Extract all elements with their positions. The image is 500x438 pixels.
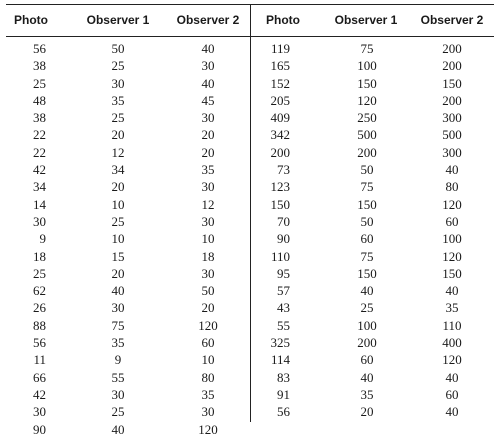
table-cell: 20: [201, 127, 215, 143]
table-cell: 18: [201, 248, 215, 264]
table-cell: 40: [111, 283, 125, 299]
table-cell: 75: [111, 317, 125, 333]
table-cell: 95: [277, 265, 290, 281]
table-cell: 30: [111, 386, 125, 402]
table-cell: 35: [111, 335, 125, 351]
table-cell: 500: [442, 127, 462, 143]
header-observer2-right: Observer 2: [420, 13, 484, 27]
table-cell: 43: [277, 300, 290, 316]
table-cell: 42: [33, 386, 46, 402]
table-cell: 9: [114, 352, 122, 368]
header-observer1-left: Observer 1: [86, 13, 150, 27]
table-cell: 10: [201, 352, 215, 368]
table-cell: 20: [201, 300, 215, 316]
table-cell: 38: [33, 110, 46, 126]
table-cell: 10: [111, 231, 125, 247]
table-cell: 60: [445, 386, 459, 402]
table-cell: 114: [270, 352, 290, 368]
table-cell: 30: [33, 213, 46, 229]
table-cell: 40: [445, 404, 459, 420]
table-cell: 40: [445, 283, 459, 299]
table-cell: 12: [201, 196, 215, 212]
table-cell: 75: [360, 248, 374, 264]
table-cell: 200: [442, 92, 462, 108]
table-cell: 56: [33, 41, 46, 56]
table-cell: 60: [201, 335, 215, 351]
table-cell: 150: [442, 265, 462, 281]
table-cell: 90: [277, 231, 290, 247]
table-cell: 40: [445, 162, 459, 178]
table-column-divider: [250, 4, 251, 422]
table-cell: 342: [270, 127, 290, 143]
table-cell: 150: [442, 75, 462, 91]
table-cell: 30: [201, 110, 215, 126]
table-cell: 35: [360, 386, 374, 402]
table-cell: 300: [442, 144, 462, 160]
header-photo-right: Photo: [266, 13, 300, 27]
table-cell: 75: [360, 41, 374, 56]
table-cell: 15: [111, 248, 125, 264]
table-cell: 10: [111, 196, 125, 212]
table-cell: 35: [445, 300, 459, 316]
table-cell: 30: [33, 404, 46, 420]
table-cell: 30: [201, 213, 215, 229]
table-cell: 150: [357, 196, 377, 212]
table-cell: 55: [111, 369, 125, 385]
table-cell: 40: [111, 421, 125, 437]
table-cell: 25: [33, 265, 46, 281]
table-cell: 30: [111, 300, 125, 316]
table-cell: 120: [357, 92, 377, 108]
table-cell: 22: [33, 127, 46, 143]
table-cell: 34: [33, 179, 46, 195]
table-cell: 150: [357, 265, 377, 281]
table-cell: 110: [270, 248, 290, 264]
table-cell: 35: [201, 162, 215, 178]
table-cell: 73: [277, 162, 290, 178]
header-observer2-left: Observer 2: [176, 13, 240, 27]
table-cell: 50: [111, 41, 125, 56]
table-cell: 50: [201, 283, 215, 299]
table-cell: 40: [201, 75, 215, 91]
table-cell: 75: [360, 179, 374, 195]
table-cell: 325: [270, 335, 290, 351]
table-cell: 150: [270, 196, 290, 212]
table-cell: 409: [270, 110, 290, 126]
table-cell: 25: [111, 110, 125, 126]
table-cell: 100: [357, 58, 377, 74]
table-cell: 25: [111, 404, 125, 420]
table-cell: 57: [277, 283, 290, 299]
table-cell: 40: [360, 369, 374, 385]
table-cell: 40: [445, 369, 459, 385]
table-cell: 123: [270, 179, 290, 195]
table-cell: 30: [201, 265, 215, 281]
table-cell: 200: [442, 58, 462, 74]
table-cell: 50: [360, 162, 374, 178]
left-photo-column: [0, 40, 46, 438]
table-cell: 60: [360, 352, 374, 368]
table-cell: 10: [201, 231, 215, 247]
table-cell: 30: [201, 179, 215, 195]
table-cell: 48: [33, 92, 46, 108]
table-cell: 11: [33, 352, 46, 368]
left-observer2-column: [188, 40, 228, 438]
table-cell: 200: [357, 335, 377, 351]
table-cell: 56: [277, 404, 290, 420]
table-cell: 165: [270, 58, 290, 74]
table-cell: 152: [270, 75, 290, 91]
table-cell: 70: [277, 213, 290, 229]
table-cell: 500: [357, 127, 377, 143]
table-cell: 62: [33, 283, 46, 299]
table-cell: 83: [277, 369, 290, 385]
table-cell: 100: [357, 317, 377, 333]
table-cell: 80: [445, 179, 459, 195]
table-cell: 60: [360, 231, 374, 247]
table-cell: 66: [33, 369, 46, 385]
table-cell: 120: [198, 317, 218, 333]
table-cell: 25: [111, 58, 125, 74]
table-cell: 20: [111, 127, 125, 143]
table-cell: 119: [270, 41, 290, 56]
table-cell: 20: [111, 179, 125, 195]
table-cell: 34: [111, 162, 125, 178]
table-cell: 300: [442, 110, 462, 126]
table-cell: 80: [201, 369, 215, 385]
table-cell: 20: [201, 144, 215, 160]
table-cell: 200: [270, 144, 290, 160]
table-cell: 200: [442, 41, 462, 56]
table-cell: 55: [277, 317, 290, 333]
table-cell: 25: [360, 300, 374, 316]
table-cell: 120: [442, 196, 462, 212]
table-cell: 35: [201, 386, 215, 402]
table-cell: 205: [270, 92, 290, 108]
table-cell: 12: [111, 144, 125, 160]
right-observer2-column: [432, 40, 472, 421]
header-photo-left: Photo: [14, 13, 48, 27]
table-cell: 35: [111, 92, 125, 108]
header-observer1-right: Observer 1: [334, 13, 398, 27]
table-cell: 400: [442, 335, 462, 351]
table-cell: 20: [111, 265, 125, 281]
table-cell: 60: [445, 213, 459, 229]
table-cell: 25: [33, 75, 46, 91]
table-cell: 120: [442, 352, 462, 368]
table-cell: 9: [39, 231, 46, 247]
table-cell: 91: [277, 386, 290, 402]
right-photo-column: [258, 40, 290, 421]
table-cell: 20: [360, 404, 374, 420]
table-cell: 45: [201, 92, 215, 108]
table-cell: 42: [33, 162, 46, 178]
table-cell: 30: [111, 75, 125, 91]
table-cell: 22: [33, 144, 46, 160]
table-cell: 56: [33, 335, 46, 351]
table-cell: 40: [201, 41, 215, 56]
table-cell: 120: [198, 421, 218, 437]
table-cell: 110: [442, 317, 462, 333]
table-cell: 38: [33, 58, 46, 74]
table-cell: 200: [357, 144, 377, 160]
table-cell: 30: [201, 58, 215, 74]
table-cell: 14: [33, 196, 46, 212]
table-cell: 88: [33, 317, 46, 333]
table-cell: 25: [111, 213, 125, 229]
table-cell: 100: [442, 231, 462, 247]
table-cell: 26: [33, 300, 46, 316]
table-cell: 150: [357, 75, 377, 91]
right-observer1-column: [347, 40, 387, 421]
table-cell: 120: [442, 248, 462, 264]
left-observer1-column: [98, 40, 138, 438]
table-cell: 250: [357, 110, 377, 126]
table-cell: 50: [360, 213, 374, 229]
table-cell: 90: [33, 421, 46, 437]
table-cell: 40: [360, 283, 374, 299]
table-cell: 18: [33, 248, 46, 264]
table-cell: 30: [201, 404, 215, 420]
